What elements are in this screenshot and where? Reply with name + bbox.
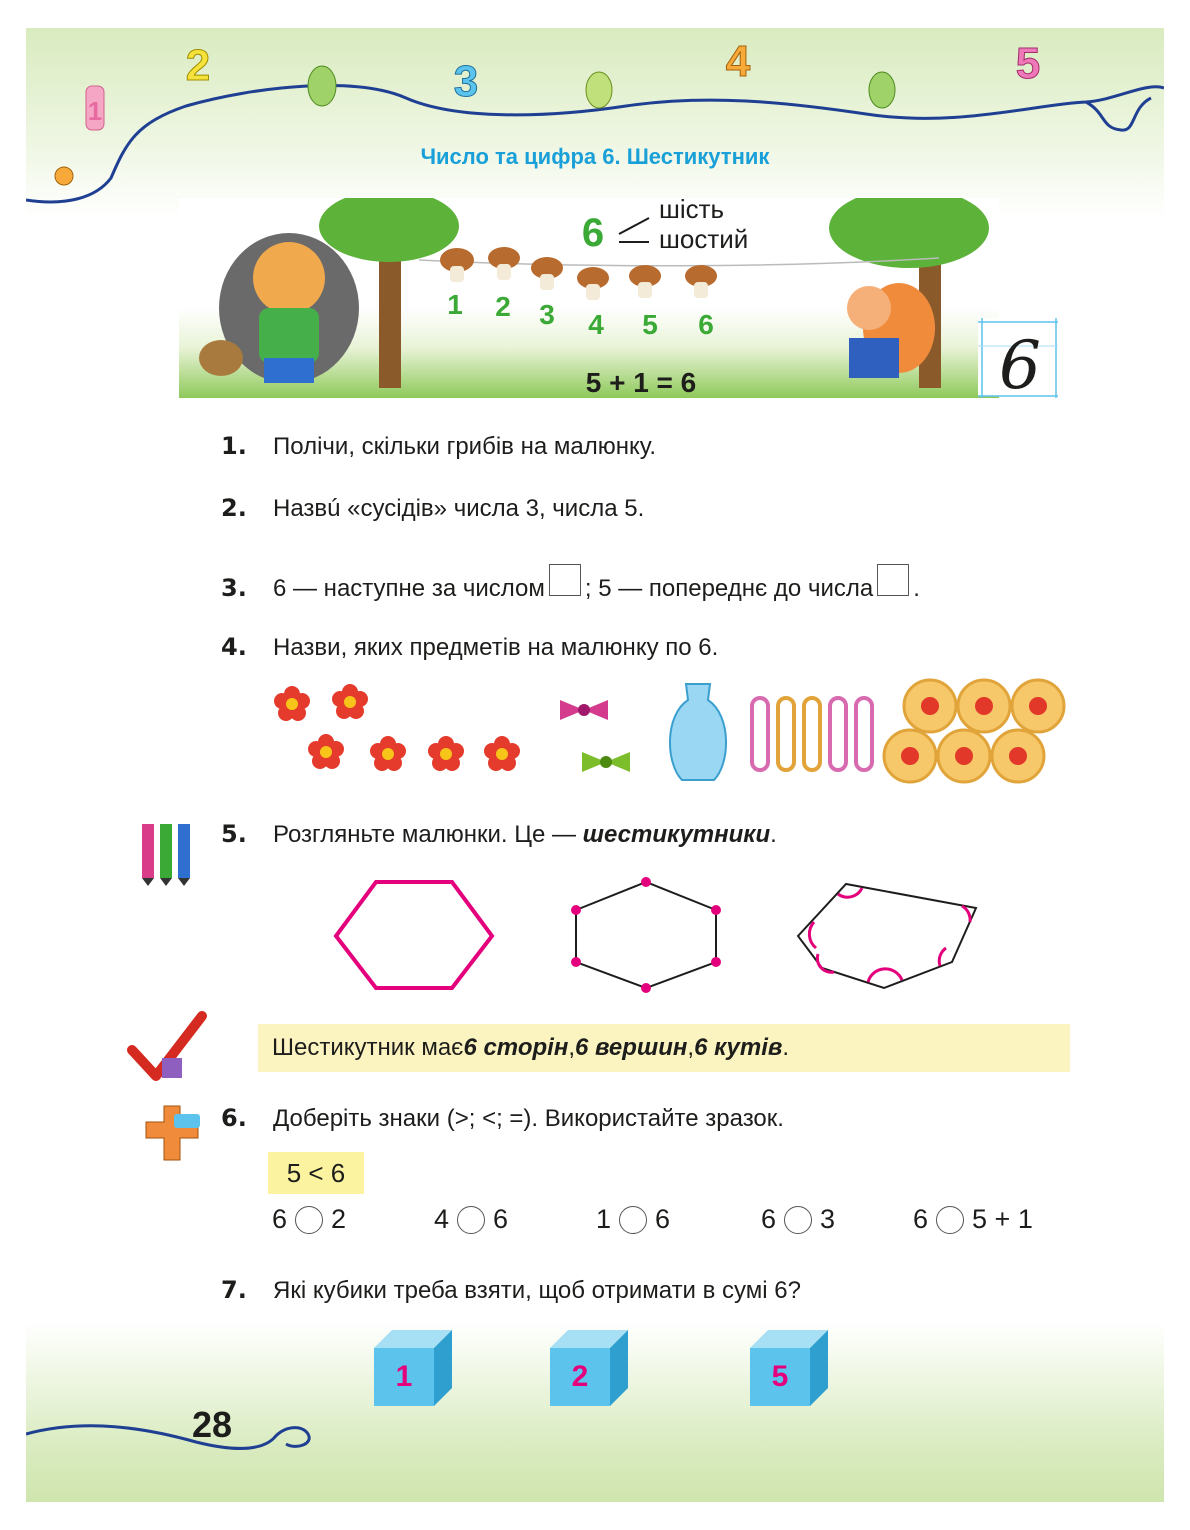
answer-box-2[interactable]	[877, 564, 909, 596]
sign-circle[interactable]	[784, 1206, 812, 1234]
svg-text:3: 3	[453, 57, 479, 106]
sign-circle[interactable]	[457, 1206, 485, 1234]
lesson-title: Число та цифра 6. Шестикутник	[420, 144, 770, 169]
sign-circle[interactable]	[619, 1206, 647, 1234]
textbook-page	[26, 28, 1164, 1502]
comparison-right: 6	[655, 1204, 671, 1234]
digit-character-bug	[586, 72, 612, 108]
task-text-part2: ; 5 — попереднє до числа	[584, 575, 874, 602]
task-7	[221, 1276, 801, 1305]
comparison-left: 6	[272, 1204, 288, 1234]
cubes-figure	[366, 1326, 846, 1410]
comparison-right: 3	[820, 1204, 836, 1234]
task-number: 3.	[221, 574, 247, 602]
bows-group	[560, 700, 630, 772]
comparison-right: 5 + 1	[972, 1204, 1033, 1234]
footer-wave	[26, 1398, 346, 1458]
flowers-group	[274, 684, 520, 771]
comparison-left: 1	[596, 1204, 612, 1234]
task-text: Які кубики треба взяти, щоб отримати в сумі 6?	[273, 1277, 801, 1304]
count-label-3: 3	[539, 299, 555, 330]
task-6	[221, 1104, 784, 1133]
sample-box: 5 < 6	[268, 1152, 364, 1194]
rule-vertices: 6 вершин	[574, 1034, 688, 1061]
task-number: 5.	[221, 820, 247, 848]
task-3	[221, 564, 920, 603]
digit-character-2	[186, 41, 210, 90]
count-label-4: 4	[588, 309, 604, 340]
comparison-3	[596, 1204, 761, 1235]
task-text-end: .	[770, 821, 777, 848]
rule-separator: ,	[568, 1034, 575, 1061]
task-number: 4.	[221, 633, 247, 661]
task-text: Доберіть знаки (>; <; =). Використайте зразок.	[273, 1105, 784, 1132]
objects-picture	[262, 676, 1072, 786]
rule-angles: 6 кутів	[694, 1034, 783, 1061]
hexagon-vertices	[571, 877, 721, 993]
rule-text: Шестикутник має	[272, 1034, 464, 1061]
plus-character-icon	[124, 1104, 210, 1178]
answer-box-1[interactable]	[549, 564, 581, 596]
svg-text:5: 5	[1015, 39, 1041, 88]
vase-picture	[670, 684, 726, 780]
task-text: Розгляньте малюнки. Це —	[273, 821, 583, 848]
banner-illustration	[179, 198, 999, 398]
mushroom-row	[440, 247, 717, 300]
digit-character-frog	[308, 66, 336, 106]
hexagon-angles	[798, 884, 976, 988]
digit-character-4	[726, 37, 751, 86]
rule-end: .	[782, 1034, 790, 1061]
cube-label: 1	[395, 1360, 413, 1393]
pencils-icon	[126, 820, 212, 886]
comparison-left: 6	[761, 1204, 777, 1234]
cube-label: 2	[571, 1360, 589, 1393]
cube-2[interactable]	[550, 1330, 628, 1406]
word-sixth: шостий	[659, 224, 749, 254]
big-digit: 6	[581, 211, 605, 255]
task-number: 7.	[221, 1276, 247, 1304]
rule-box	[258, 1024, 1070, 1072]
count-label-2: 2	[495, 291, 511, 322]
comparison-right: 6	[493, 1204, 509, 1234]
task-4	[221, 633, 718, 662]
task-text-part1: 6 — наступне за числом	[273, 575, 545, 602]
svg-text:4: 4	[725, 37, 751, 86]
cookies-group	[884, 680, 1064, 782]
cube-label: 5	[771, 1360, 789, 1393]
hexagons-figure	[322, 874, 1002, 1004]
count-label-5: 5	[642, 309, 658, 340]
handwritten-six: 6	[999, 327, 1041, 400]
cube-5[interactable]	[750, 1330, 828, 1406]
rule-sides: 6 сторін	[463, 1034, 569, 1061]
task-number: 1.	[221, 432, 247, 460]
svg-text:2: 2	[185, 41, 211, 90]
cube-1[interactable]	[374, 1330, 452, 1406]
sign-circle[interactable]	[295, 1206, 323, 1234]
task-number: 6.	[221, 1104, 247, 1132]
svg-text:1: 1	[87, 96, 103, 126]
digit-character-lizard	[869, 72, 895, 108]
digit-character-3	[454, 57, 478, 106]
task-text-part3: .	[913, 575, 920, 602]
sign-circle[interactable]	[936, 1206, 964, 1234]
task-text: Назви, яких предметів на малюнку по 6.	[273, 634, 719, 661]
term-hexagons: шестикутники	[582, 821, 771, 848]
task-number: 2.	[221, 494, 247, 522]
hexagon-regular	[336, 882, 492, 988]
paperclips-group	[752, 698, 872, 770]
task-1	[221, 432, 656, 461]
word-six: шість	[659, 198, 725, 224]
comparison-row	[272, 1204, 1033, 1235]
banner-equation: 5 + 1 = 6	[585, 367, 697, 398]
task-text: Полічи, скільки грибів на малюнку.	[273, 433, 656, 460]
checkmark-icon	[122, 1010, 212, 1086]
handwriting-cell	[976, 316, 1060, 400]
hedgehog-picture	[199, 233, 359, 383]
task-5	[221, 820, 777, 849]
comparison-right: 2	[331, 1204, 347, 1234]
comparison-2	[434, 1204, 596, 1235]
comparison-5	[913, 1204, 1033, 1235]
comparison-4	[761, 1204, 913, 1235]
digit-character-1	[86, 86, 104, 130]
digit-character-5	[1016, 39, 1040, 88]
task-2	[221, 494, 644, 523]
task-text: Назвú «сусідів» числа 3, числа 5.	[273, 495, 645, 522]
comparison-left: 6	[913, 1204, 929, 1234]
count-label-1: 1	[447, 289, 463, 320]
rule-separator: ,	[687, 1034, 695, 1061]
page-number: 28	[192, 1404, 233, 1445]
comparison-left: 4	[434, 1204, 450, 1234]
count-label-6: 6	[698, 309, 714, 340]
comparison-1	[272, 1204, 434, 1235]
